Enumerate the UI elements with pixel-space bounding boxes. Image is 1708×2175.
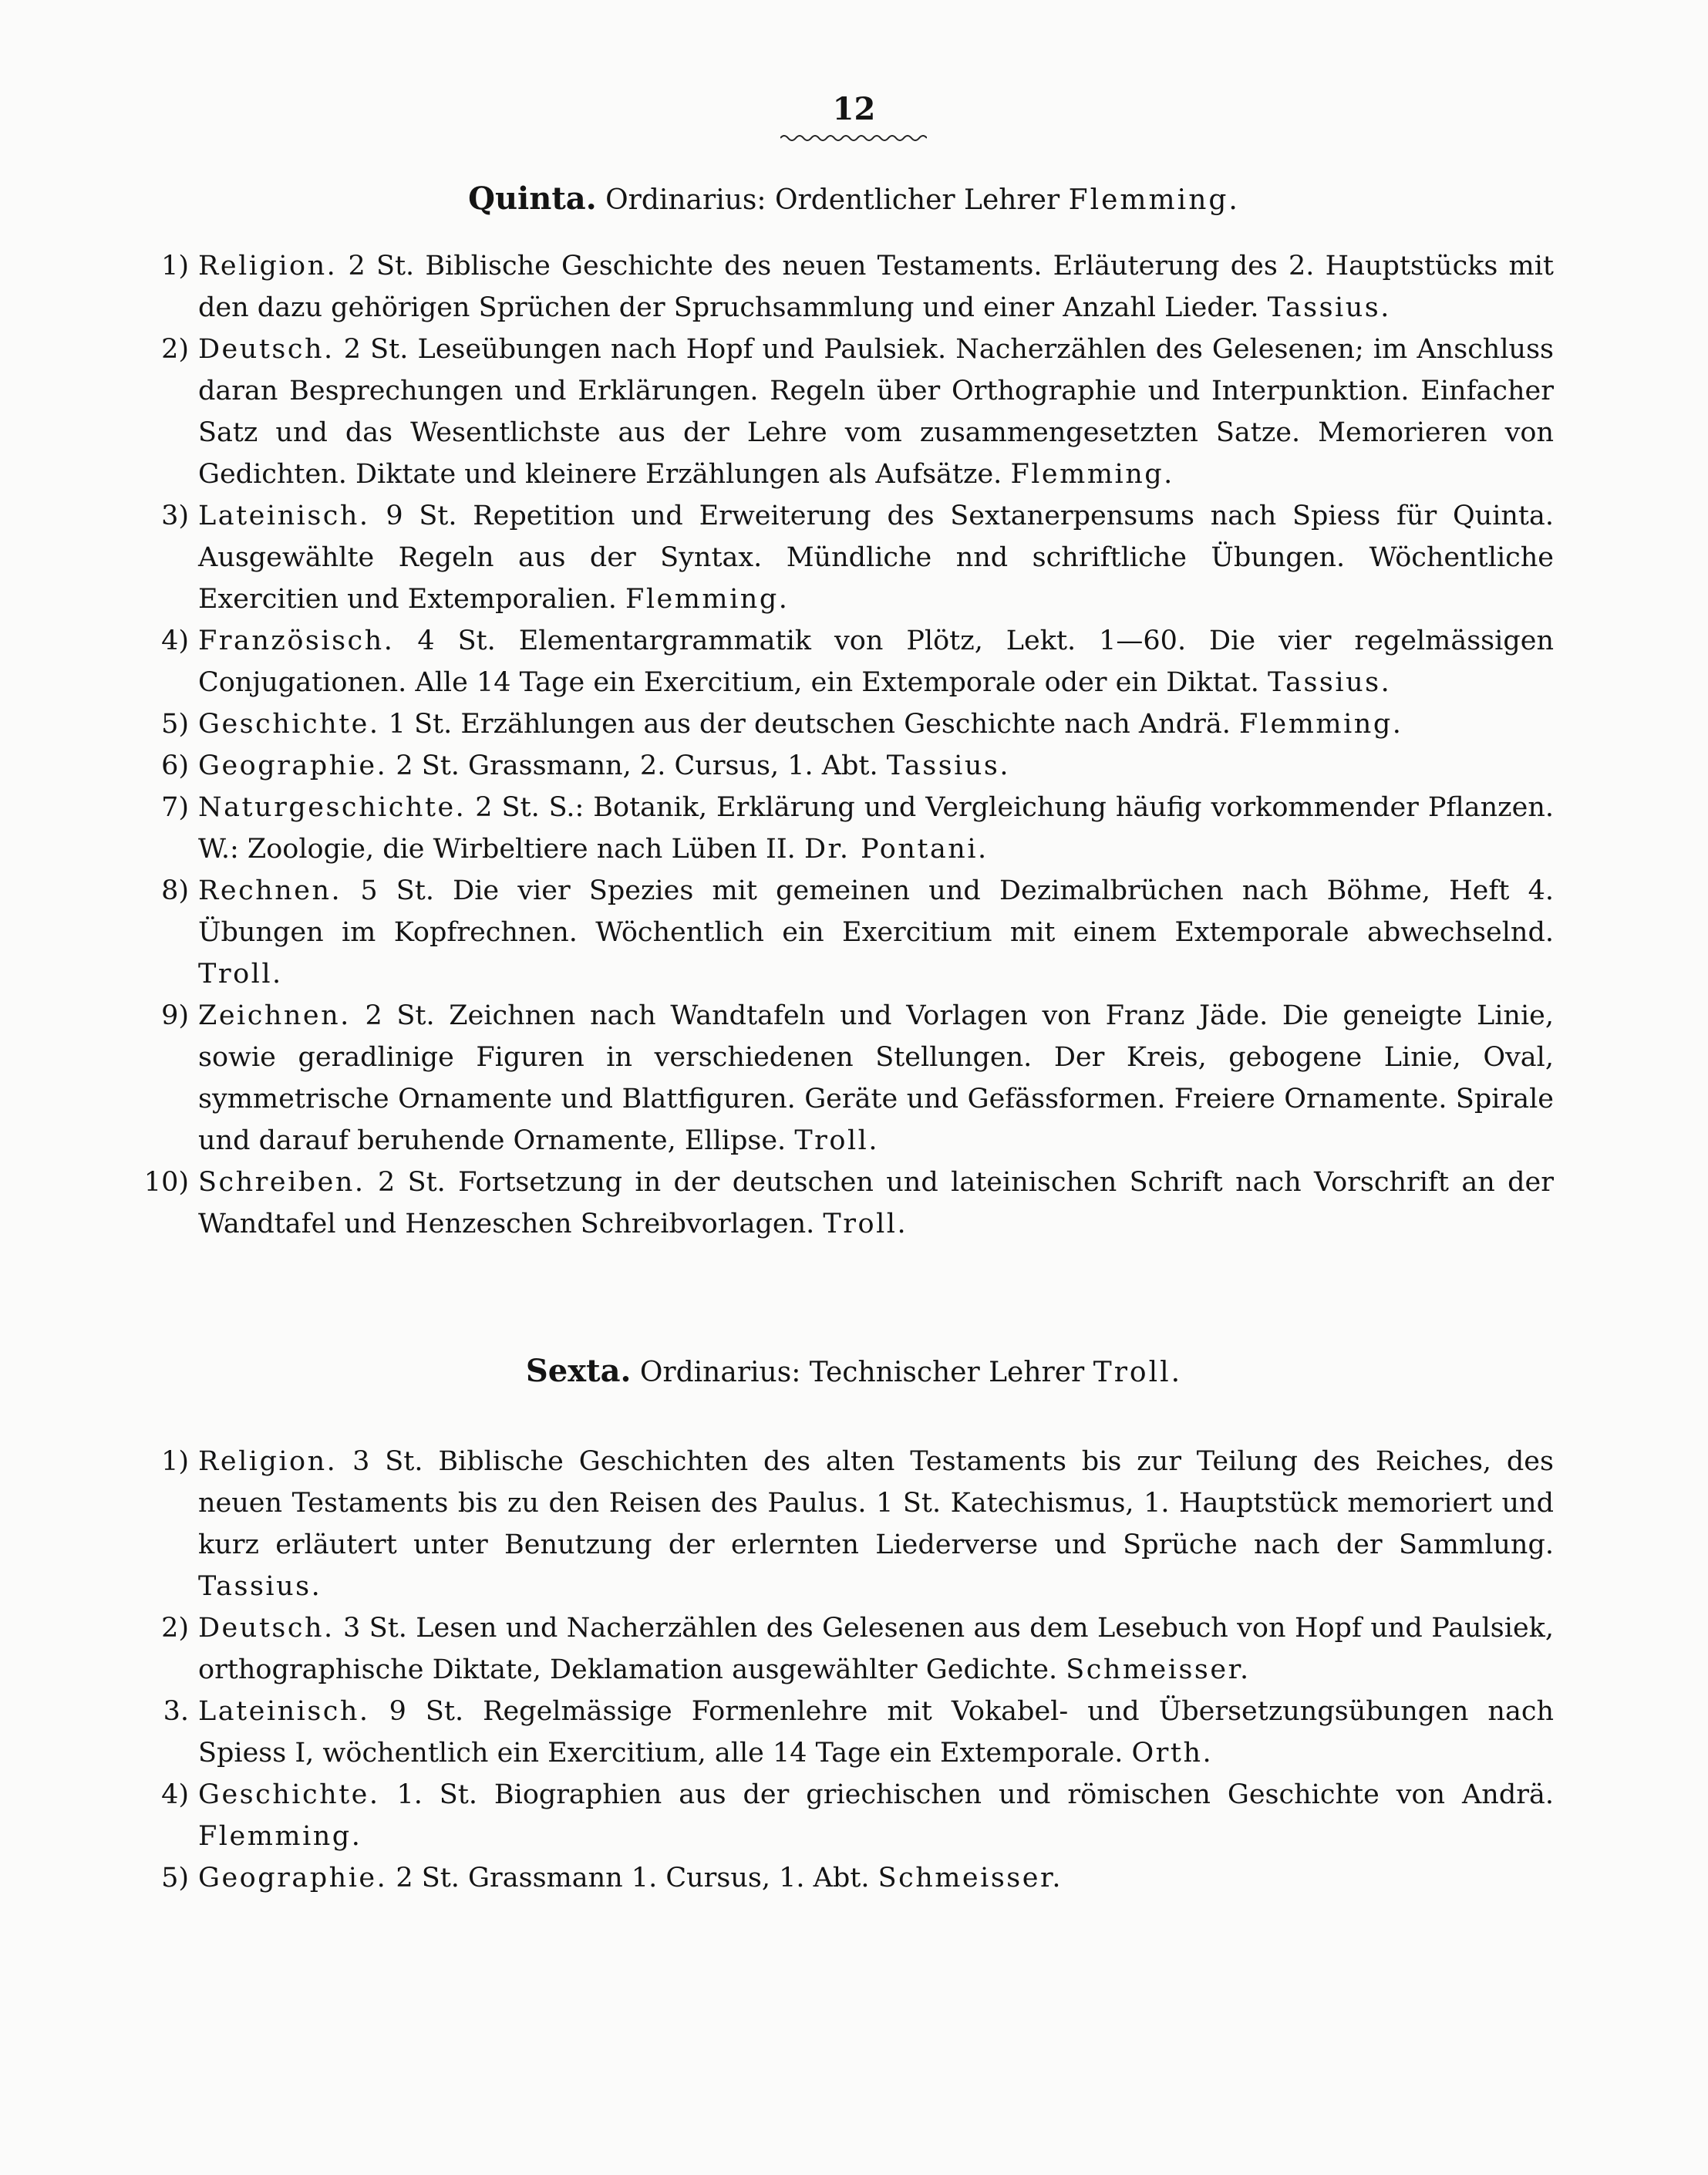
entry-number: 2) (161, 334, 189, 365)
teacher-name: Dr. Pontani. (803, 834, 989, 865)
teacher-name: Flemming. (625, 584, 790, 615)
entry-text: 2 St. Leseübungen nach Hopf und Paulsiek. Nacherzählen des Gelesenen; im Anschluss daran Besprechungen und Erklärungen. Regeln über Orthographie und Interpunktion. Einfacher Satz und das Wesentlichste aus der Lehre vom zusammengesetzten Satze. Memorieren von Gedichten. Diktate und kleinere Erzählungen als Aufsätze. (198, 334, 1554, 490)
list-item (143, 870, 1554, 995)
teacher-name: Flemming. (198, 1821, 362, 1852)
entry-number: 10) (143, 1167, 189, 1198)
subject-name: Geschichte. (198, 1779, 380, 1810)
entry-number: 2) (161, 1613, 189, 1644)
list-item (143, 1607, 1554, 1691)
sexta-title: Sexta. (525, 1353, 632, 1389)
subject-name: Deutsch. (198, 1613, 335, 1644)
entry-number: 4) (161, 1779, 189, 1810)
entry-text: 1. St. Biographien aus der griechischen und römischen Geschichte von Andrä. (396, 1779, 1554, 1810)
subject-name: Rechnen. (198, 875, 342, 906)
entry-number: 8) (161, 875, 189, 906)
teacher-name: Schmeisser. (878, 1863, 1063, 1893)
sexta-heading (0, 1353, 1708, 1389)
teacher-name: Flemming. (1010, 459, 1174, 490)
entry-number: 1) (161, 251, 189, 282)
entry-number: 1) (161, 1446, 189, 1477)
entry-text: 1 St. Erzählungen aus der deutschen Geschichte nach Andrä. (388, 709, 1231, 740)
quinta-heading (0, 180, 1708, 217)
subject-name: Französisch. (198, 626, 395, 656)
sexta-curriculum-list (143, 1441, 1554, 1899)
list-item (143, 1857, 1554, 1899)
list-item (143, 329, 1554, 495)
list-item (143, 787, 1554, 870)
subject-name: Naturgeschichte. (198, 792, 467, 823)
list-item (143, 703, 1554, 745)
entry-number: 3. (163, 1696, 189, 1727)
entry-text: 9 St. Repetition und Erweiterung des Sextanerpensums nach Spiess für Quinta. Ausgewählte Regeln aus der Syntax. Mündliche nnd schriftliche Übungen. Wöchentliche Exercitien und Extemporalien. (198, 501, 1554, 615)
entry-number: 4) (161, 626, 189, 656)
subject-name: Schreiben. (198, 1167, 366, 1198)
teacher-name: Schmeisser. (1066, 1654, 1251, 1685)
teacher-name: Tassius. (198, 1571, 322, 1602)
entry-number: 9) (161, 1000, 189, 1031)
wavy-underline-ornament (780, 133, 927, 143)
entry-text: 2 St. Grassmann, 2. Cursus, 1. Abt. (396, 750, 878, 781)
subject-name: Zeichnen. (198, 1000, 351, 1031)
entry-text: 2 St. Zeichnen nach Wandtafeln und Vorlagen von Franz Jäde. Die geneigte Linie, sowie geradlinige Figuren in verschiedenen Stellungen. Der Kreis, gebogene Linie, Oval, symmetrische Ornamente und Blattfiguren. Geräte und Gefässformen. Freiere Ornamente. Spirale und darauf beruhende Ornamente, Ellipse. (198, 1000, 1554, 1156)
teacher-name: Tassius. (1267, 667, 1392, 698)
entry-number: 5) (161, 709, 189, 740)
entry-text: 9 St. Regelmässige Formenlehre mit Vokabel- und Übersetzungsübungen nach Spiess I, wöchentlich ein Exercitium, alle 14 Tage ein Extemporale. (198, 1696, 1554, 1769)
sexta-ordinarius-label: Ordinarius: Technischer Lehrer (639, 1357, 1085, 1388)
list-item (143, 620, 1554, 703)
entry-text: 4 St. Elementargrammatik von Plötz, Lekt. 1—60. Die vier regelmässigen Conjugationen. Alle 14 Tage ein Exercitium, ein Extemporale oder ein Diktat. (198, 626, 1554, 698)
teacher-name: Orth. (1131, 1738, 1214, 1769)
teacher-name: Tassius. (1267, 292, 1391, 323)
subject-name: Lateinisch. (198, 1696, 370, 1727)
list-item (143, 495, 1554, 620)
list-item (143, 1441, 1554, 1607)
list-item (143, 1774, 1554, 1857)
subject-name: Geographie. (198, 1863, 388, 1893)
entry-number: 3) (161, 501, 189, 531)
page-number: 12 (832, 91, 876, 127)
teacher-name: Troll. (823, 1209, 908, 1239)
list-item (143, 745, 1554, 787)
quinta-ordinarius-label: Ordinarius: Ordentlicher Lehrer (605, 184, 1060, 216)
subject-name: Geographie. (198, 750, 388, 781)
subject-name: Religion. (198, 251, 338, 282)
sexta-ordinarius-name: Troll. (1093, 1357, 1183, 1388)
entry-text: 2 St. S.: Botanik, Erklärung und Vergleichung häufig vorkommender Pflanzen. W.: Zoologie, die Wirbeltiere nach Lüben II. (198, 792, 1554, 865)
teacher-name: Tassius. (886, 750, 1010, 781)
entry-text: 2 St. Grassmann 1. Cursus, 1. Abt. (396, 1863, 870, 1893)
list-item (143, 245, 1554, 329)
subject-name: Geschichte. (198, 709, 380, 740)
subject-name: Deutsch. (198, 334, 335, 365)
entry-number: 6) (161, 750, 189, 781)
list-item (143, 1162, 1554, 1245)
entry-number: 7) (161, 792, 189, 823)
quinta-ordinarius-name: Flemming. (1068, 184, 1240, 216)
teacher-name: Flemming. (1239, 709, 1403, 740)
teacher-name: Troll. (198, 959, 283, 990)
entry-number: 5) (161, 1863, 189, 1893)
subject-name: Religion. (198, 1446, 338, 1477)
entry-text: 5 St. Die vier Spezies mit gemeinen und Dezimalbrüchen nach Böhme, Heft 4. Übungen im Kopfrechnen. Wöchentlich ein Exercitium mit einem Extemporale abwechselnd. (198, 875, 1554, 948)
teacher-name: Troll. (794, 1125, 879, 1156)
list-item (143, 995, 1554, 1162)
list-item (143, 1691, 1554, 1774)
entry-text: 3 St. Biblische Geschichten des alten Testaments bis zur Teilung des Reiches, des neuen Testaments bis zu den Reisen des Paulus. 1 St. Katechismus, 1. Hauptstück memoriert und kurz erläutert unter Benutzung der erlernten Liederverse und Sprüche nach der Sammlung. (198, 1446, 1554, 1560)
entry-text: 2 St. Biblische Geschichte des neuen Testaments. Erläuterung des 2. Hauptstücks mit den dazu gehörigen Sprüchen der Spruchsammlung und einer Anzahl Lieder. (198, 251, 1554, 323)
entry-text: 2 St. Fortsetzung in der deutschen und lateinischen Schrift nach Vorschrift an der Wandtafel und Henzeschen Schreibvorlagen. (198, 1167, 1554, 1239)
quinta-title: Quinta. (468, 180, 597, 217)
subject-name: Lateinisch. (198, 501, 370, 531)
quinta-curriculum-list (143, 245, 1554, 1245)
entry-text: 3 St. Lesen und Nacherzählen des Gelesenen aus dem Lesebuch von Hopf und Paulsiek, orthographische Diktate, Deklamation ausgewählter Gedichte. (198, 1613, 1554, 1685)
